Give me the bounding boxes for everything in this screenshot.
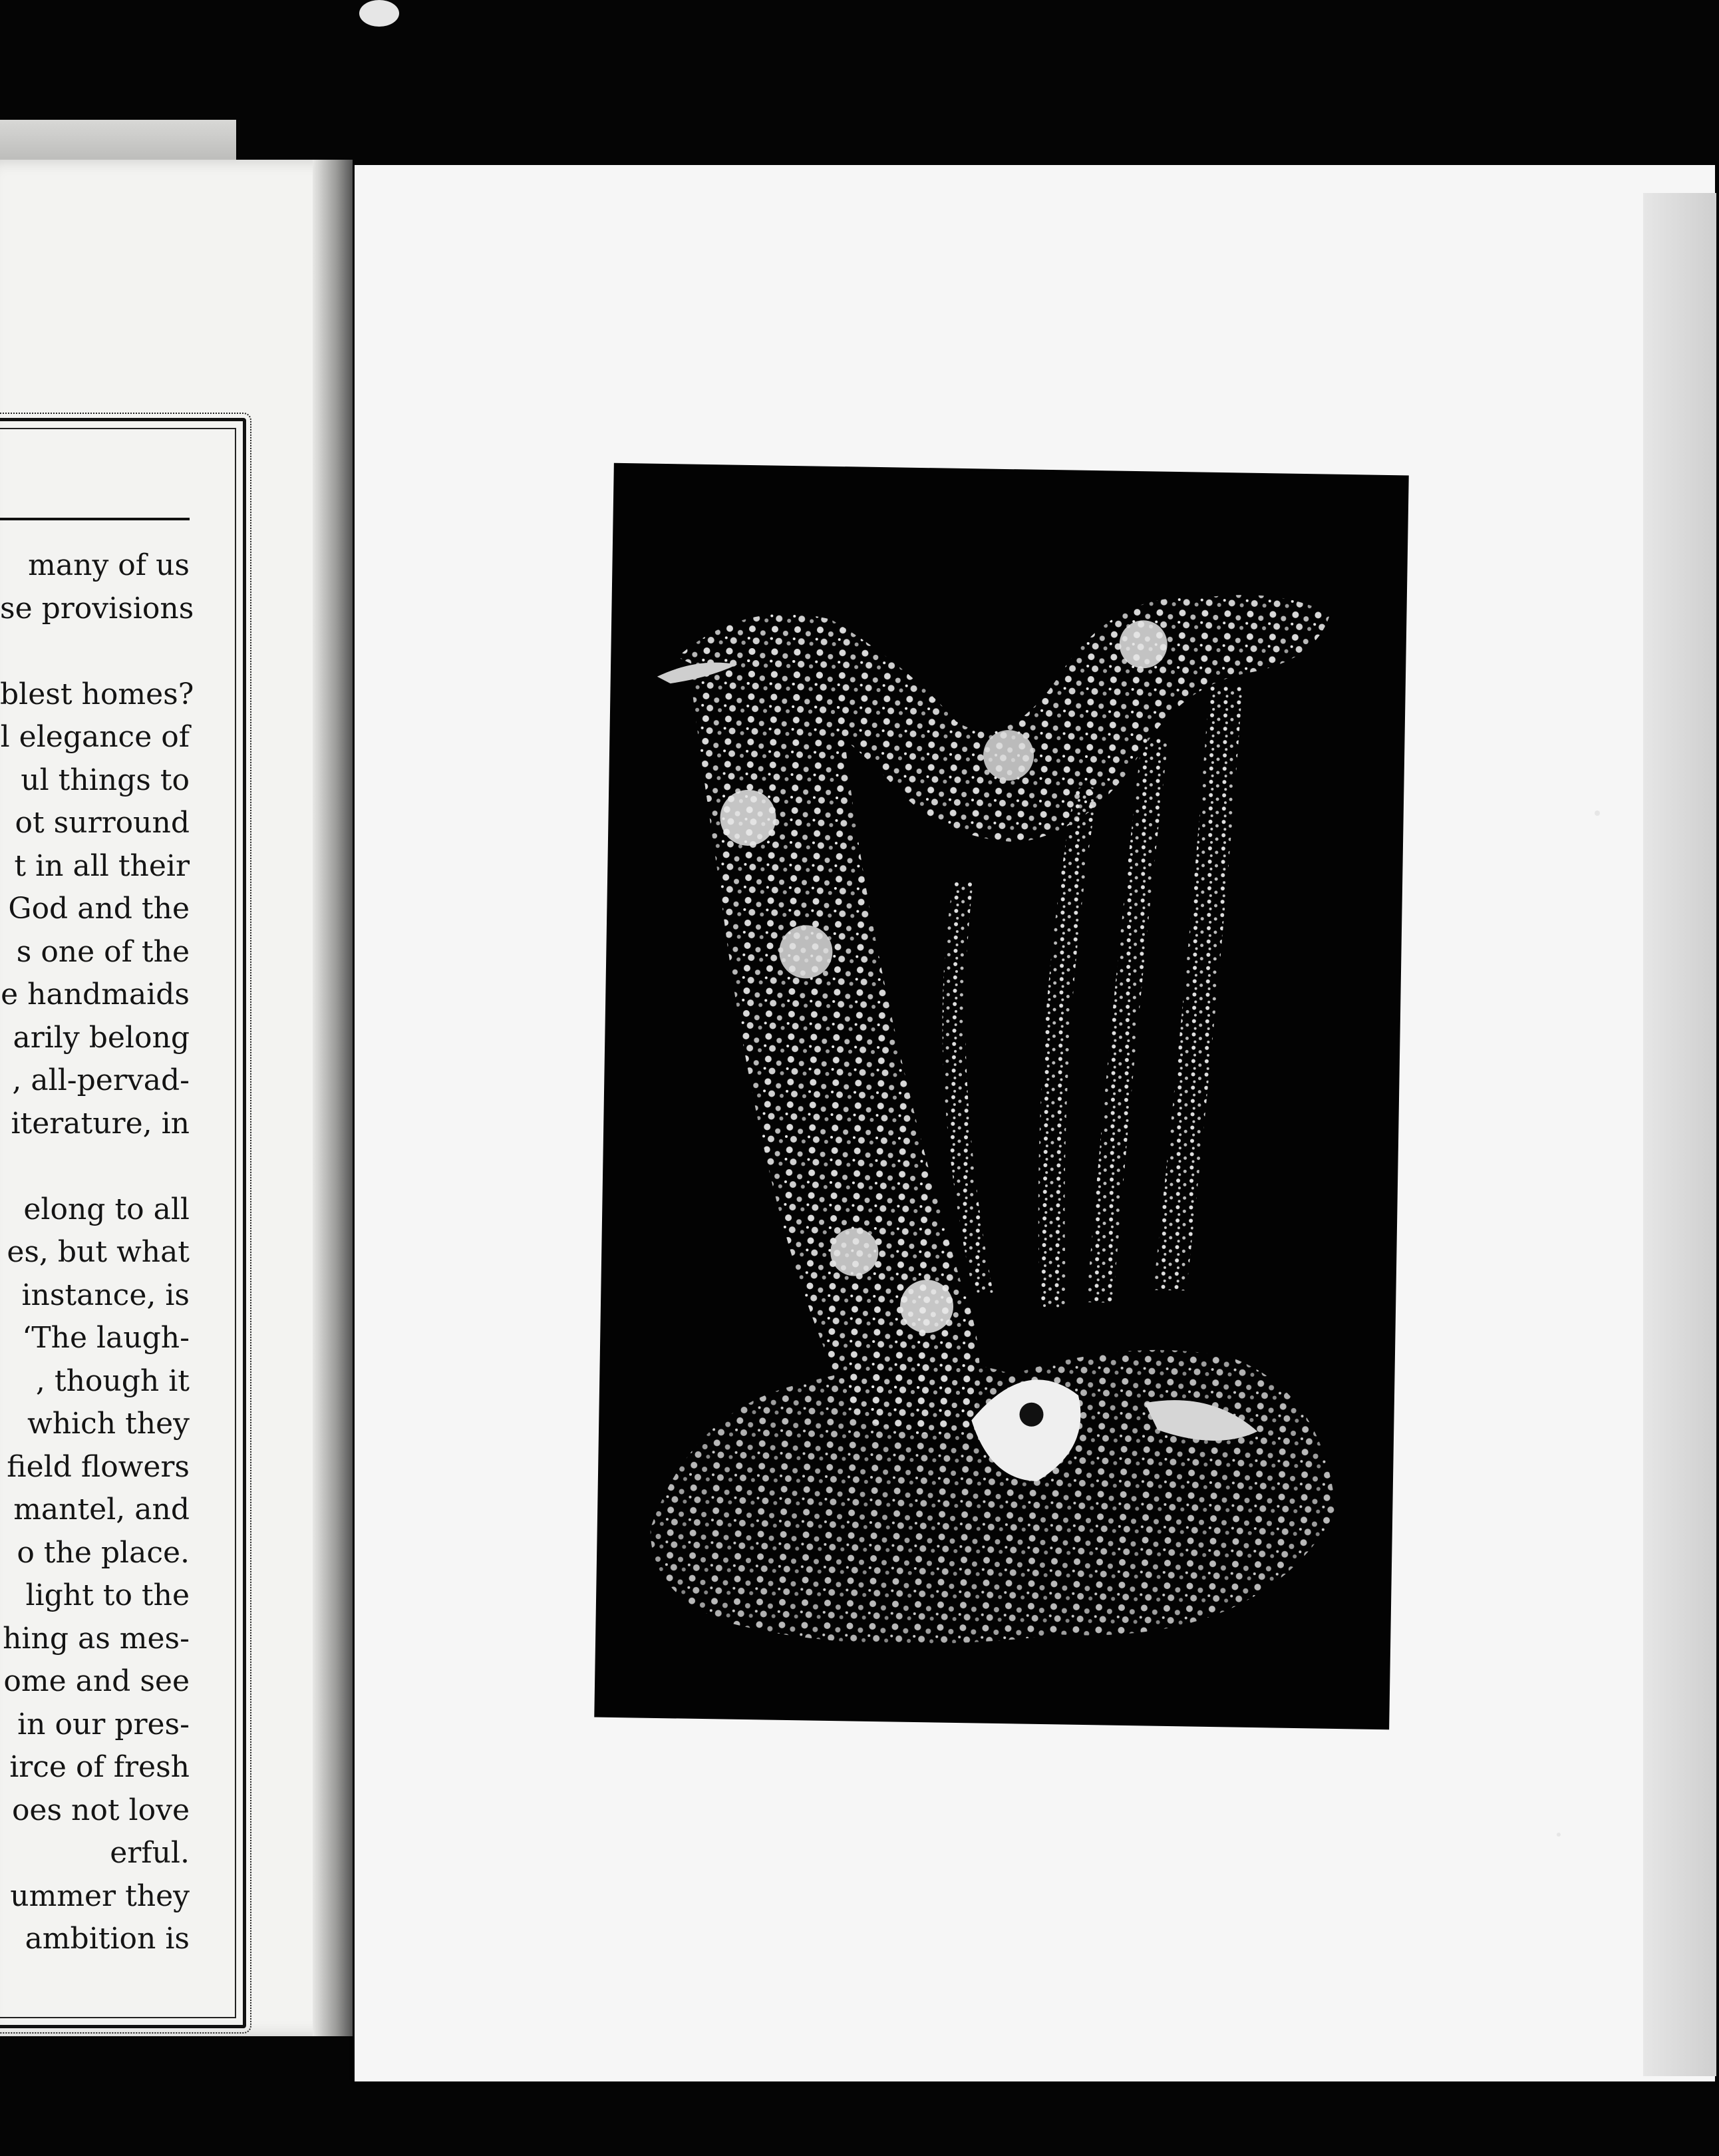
scan-speck	[359, 0, 399, 27]
text-line: e handmaids	[1, 978, 190, 1011]
text-line: , though it	[35, 1363, 190, 1398]
text-line: which they	[27, 1407, 190, 1441]
text-line	[0, 1145, 190, 1188]
text-line: hing as mes-	[3, 1621, 190, 1656]
text-line: ul things to	[21, 763, 190, 797]
header-rule	[0, 518, 190, 520]
harp-of-flowers-illustration	[594, 463, 1408, 1730]
text-line: mantel, and	[13, 1493, 190, 1527]
text-line: ot surround	[15, 806, 190, 840]
text-line: instance, is	[21, 1278, 190, 1312]
text-line: ‘The laugh-	[22, 1321, 190, 1355]
text-line: in our pres-	[17, 1707, 190, 1741]
text-line: , all-pervad-	[12, 1063, 190, 1097]
scan-speck	[1595, 810, 1600, 816]
text-line: ome and see	[3, 1664, 190, 1698]
text-line: field flowers	[7, 1449, 190, 1484]
text-line: arily belong	[13, 1020, 190, 1055]
text-line: ummer they	[10, 1879, 190, 1913]
left-page-top-edge	[0, 120, 236, 160]
text-line: erful.	[110, 1836, 190, 1870]
text-line: l elegance of	[0, 720, 190, 754]
book-gutter	[313, 160, 353, 2036]
harp-illustration-art	[594, 463, 1408, 1730]
text-line: iterature, in	[11, 1106, 190, 1141]
body-text-column	[0, 544, 194, 1961]
text-line: s one of the	[16, 934, 190, 969]
text-line: o the place.	[17, 1535, 190, 1570]
text-line: se provisions	[0, 591, 194, 626]
text-line: blest homes?	[0, 677, 194, 711]
text-line: many of us	[28, 548, 190, 582]
text-line: oes not love	[11, 1793, 190, 1827]
text-line: elong to all	[23, 1192, 190, 1226]
text-line: light to the	[25, 1578, 190, 1612]
scan-speck	[1557, 1833, 1561, 1837]
text-line: t in all their	[14, 848, 190, 883]
right-page-edge	[1643, 193, 1716, 2076]
text-line: irce of fresh	[9, 1750, 190, 1784]
text-line	[0, 630, 190, 673]
text-line: es, but what	[7, 1235, 190, 1269]
left-page	[0, 160, 346, 2036]
text-line: God and the	[8, 892, 190, 926]
text-line: ambition is	[25, 1922, 190, 1956]
